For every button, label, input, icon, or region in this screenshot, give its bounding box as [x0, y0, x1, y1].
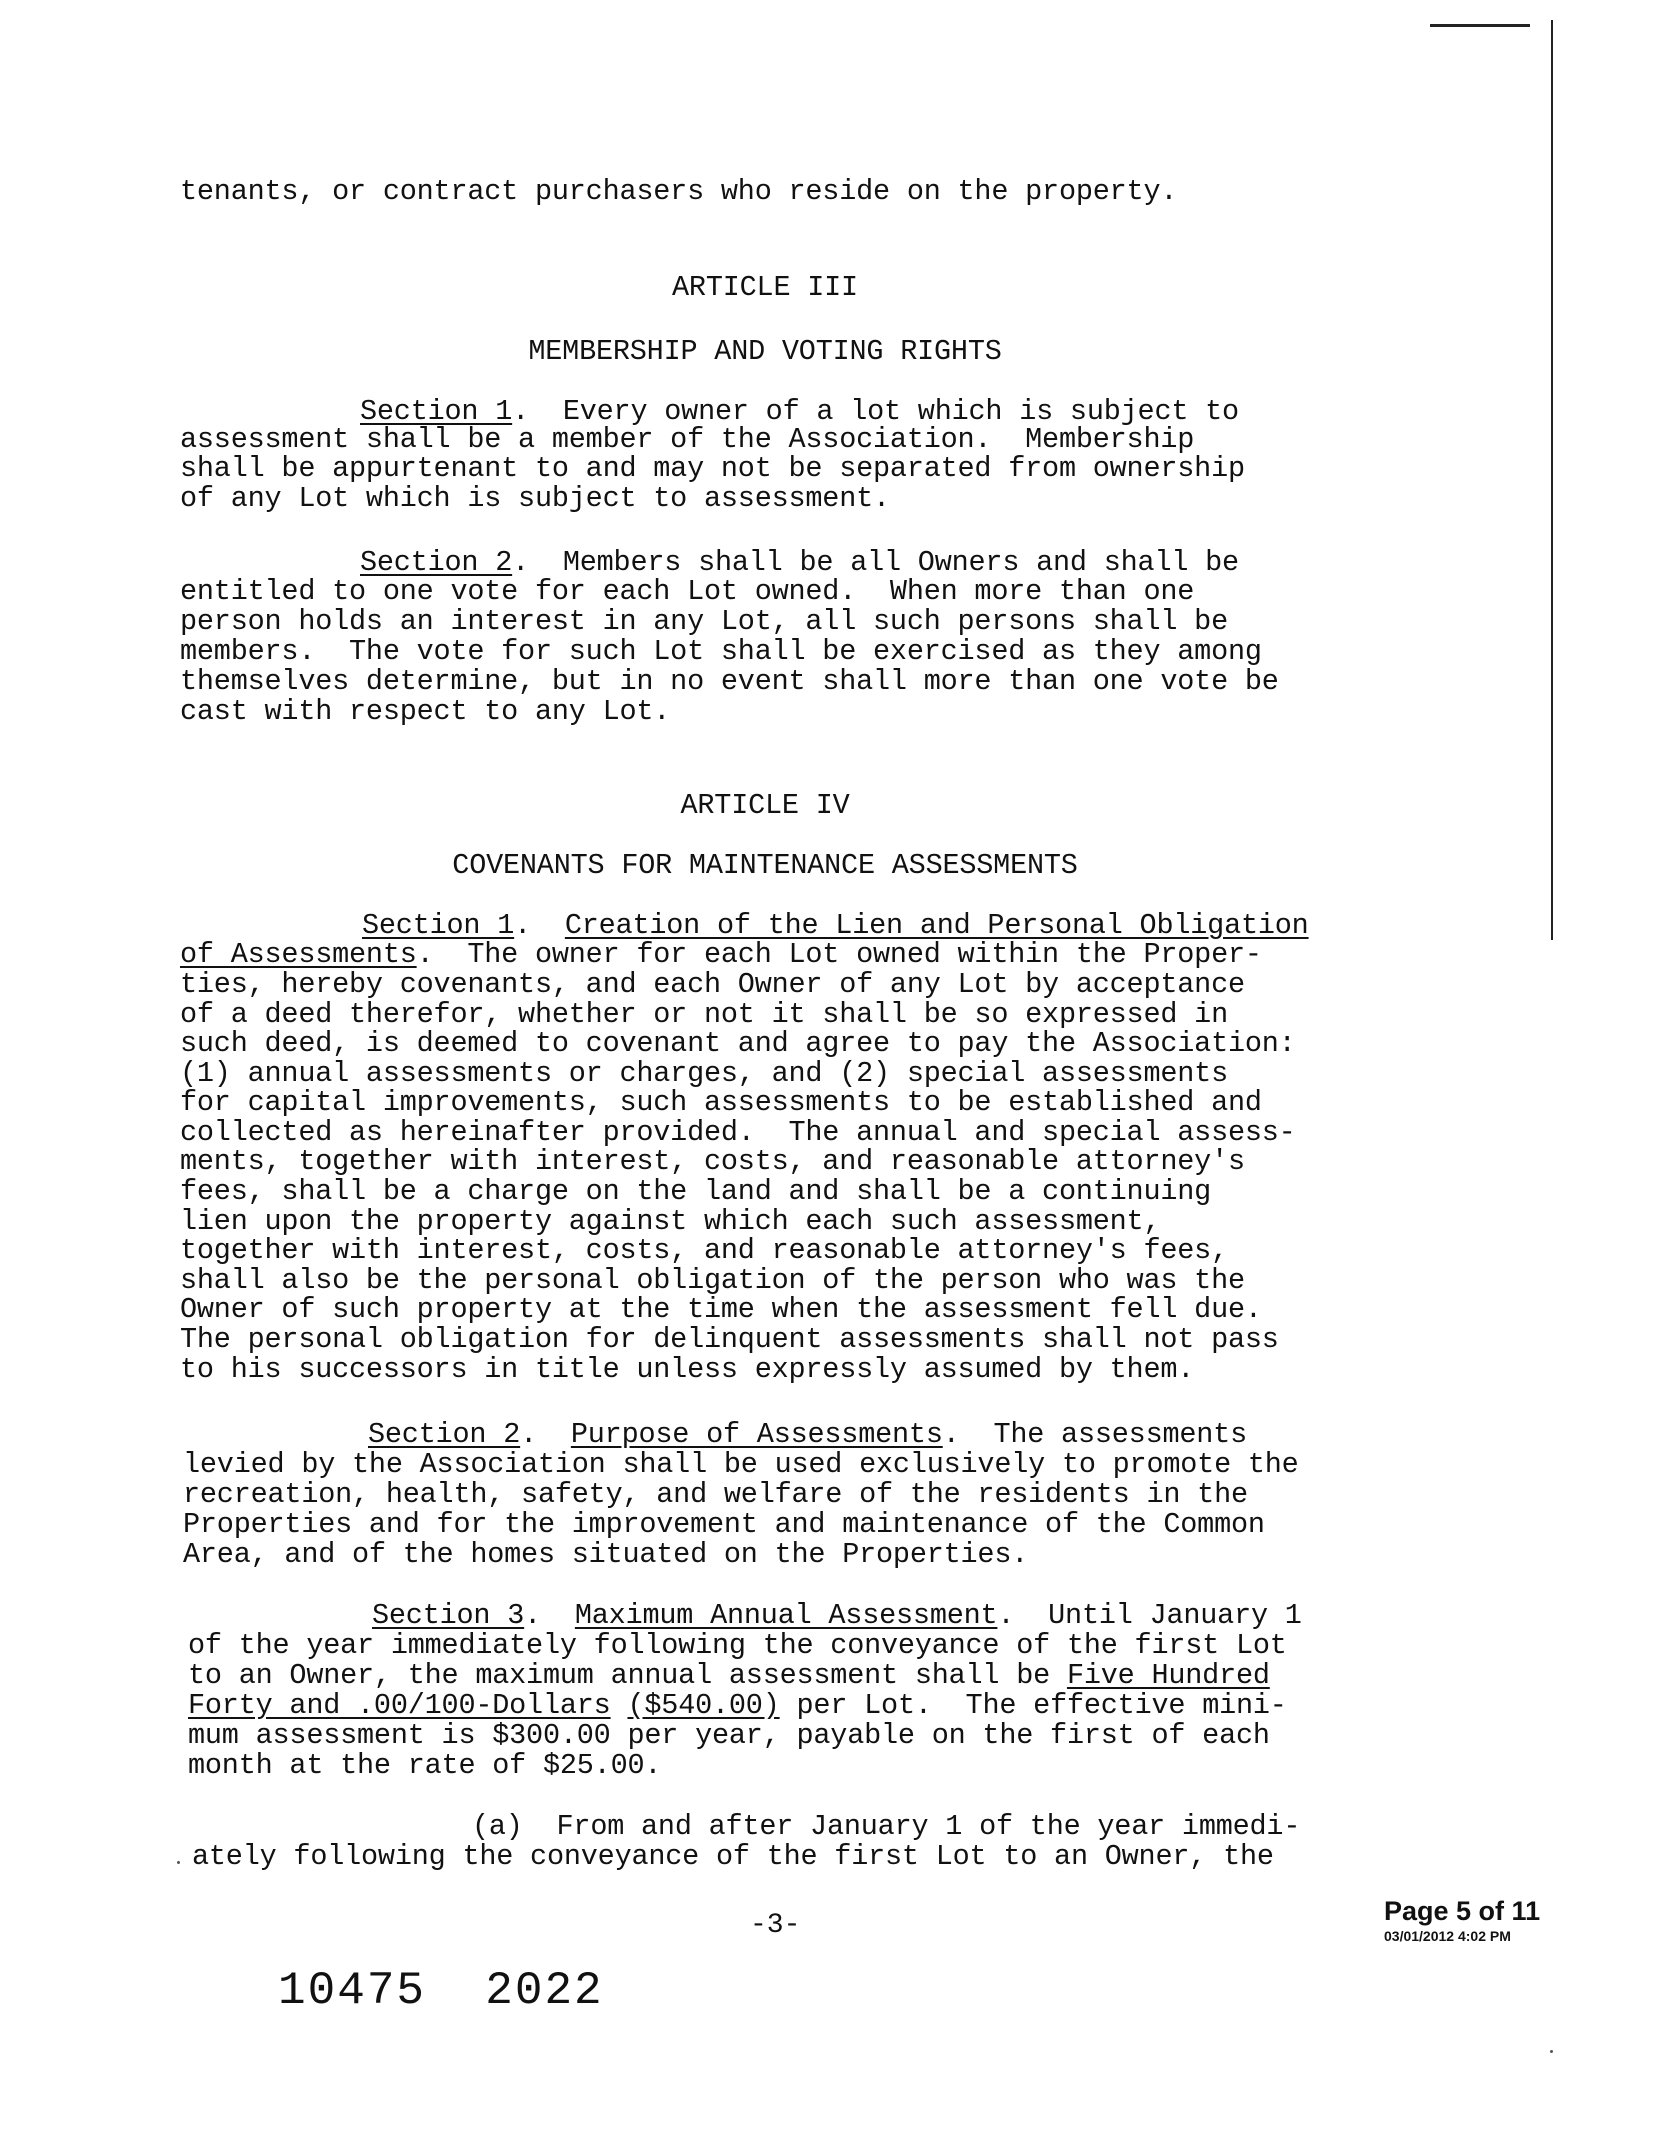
paragraph-line: of Assessments. The owner for each Lot owned within the Proper-	[180, 938, 1262, 971]
article-heading: ARTICLE III	[672, 271, 858, 304]
paragraph-line: shall also be the personal obligation of the person who was the	[180, 1264, 1245, 1297]
paragraph-line: themselves determine, but in no event shall more than one vote be	[180, 665, 1279, 698]
section-label: Section 1	[362, 909, 515, 942]
paragraph-line: ties, hereby covenants, and each Owner of any Lot by acceptance	[180, 968, 1245, 1001]
section-paragraph-line: Section 2. Purpose of Assessments. The assessments	[368, 1418, 1247, 1451]
article-title: MEMBERSHIP AND VOTING RIGHTS	[528, 335, 1002, 368]
paragraph-line: Properties and for the improvement and maintenance of the Common	[183, 1508, 1265, 1541]
section-label: Section 2	[360, 546, 513, 579]
recording-stamp-datetime: 03/01/2012 4:02 PM	[1384, 1928, 1511, 1944]
section-paragraph-line: Section 1. Creation of the Lien and Personal Obligation	[362, 909, 1309, 942]
section-paragraph-line: Section 2. Members shall be all Owners and shall be	[360, 546, 1239, 579]
paragraph-line: for capital improvements, such assessments to be established and	[180, 1086, 1262, 1119]
paragraph-line: cast with respect to any Lot.	[180, 695, 671, 728]
paragraph-line: Area, and of the homes situated on the Properties.	[183, 1538, 1029, 1571]
section-paragraph-line: Section 1. Every owner of a lot which is subject to	[360, 395, 1239, 428]
paragraph-line: mum assessment is $300.00 per year, payable on the first of each	[188, 1719, 1270, 1752]
paragraph-line: together with interest, costs, and reasonable attorney's fees,	[180, 1234, 1228, 1267]
paragraph-line: entitled to one vote for each Lot owned. When more than one	[180, 575, 1195, 608]
paragraph-line: of any Lot which is subject to assessment.	[180, 482, 890, 515]
section-paragraph-line: Section 3. Maximum Annual Assessment. Until January 1	[372, 1599, 1302, 1632]
section-label: Section 2	[368, 1418, 521, 1451]
amount-figure: ($540.00)	[627, 1689, 780, 1722]
paragraph-line: shall be appurtenant to and may not be separated from ownership	[180, 452, 1245, 485]
section-label: Section 1	[360, 395, 513, 428]
paragraph-line: of a deed therefor, whether or not it shall be so expressed in	[180, 998, 1228, 1031]
paragraph-line: collected as hereinafter provided. The annual and special assess-	[180, 1116, 1296, 1149]
paragraph-line: ments, together with interest, costs, and reasonable attorney's	[180, 1145, 1245, 1178]
paragraph-line: lien upon the property against which each such assessment,	[180, 1205, 1161, 1238]
subsection-line: ately following the conveyance of the first Lot to an Owner, the	[192, 1840, 1274, 1873]
paragraph-line: (1) annual assessments or charges, and (2) special assessments	[180, 1057, 1228, 1090]
section-title: Maximum Annual Assessment	[574, 1599, 998, 1632]
paragraph-line: month at the rate of $25.00.	[188, 1749, 662, 1782]
book-page-number: 10475 2022	[278, 1965, 604, 2017]
paragraph-line: of the year immediately following the conveyance of the first Lot	[188, 1629, 1287, 1662]
amount-text: Five Hundred	[1066, 1659, 1270, 1692]
paragraph-line: recreation, health, safety, and welfare of the residents in the	[183, 1478, 1248, 1511]
amount-text: Forty and .00/100-Dollars	[188, 1689, 611, 1722]
scan-speck	[1550, 2050, 1553, 2053]
section-title: of Assessments	[180, 938, 417, 971]
page-number: -3-	[750, 1910, 801, 1941]
paragraph-line: to an Owner, the maximum annual assessment shall be Five Hundred	[188, 1659, 1270, 1692]
paragraph-line: fees, shall be a charge on the land and shall be a continuing	[180, 1175, 1212, 1208]
article-heading: ARTICLE IV	[680, 789, 850, 822]
margin-rule	[1430, 24, 1530, 27]
paragraph-line: Owner of such property at the time when the assessment fell due.	[180, 1293, 1262, 1326]
paragraph-line: Forty and .00/100-Dollars ($540.00) per Lot. The effective mini-	[188, 1689, 1287, 1722]
paragraph-line: members. The vote for such Lot shall be exercised as they among	[180, 635, 1262, 668]
recording-stamp-page: Page 5 of 11	[1384, 1896, 1541, 1926]
paragraph-line: such deed, is deemed to covenant and agree to pay the Association:	[180, 1027, 1296, 1060]
paragraph-line: levied by the Association shall be used exclusively to promote the	[183, 1448, 1299, 1481]
section-title: Purpose of Assessments	[570, 1418, 943, 1451]
article-title: COVENANTS FOR MAINTENANCE ASSESSMENTS	[452, 849, 1078, 882]
opening-line: tenants, or contract purchasers who reside on the property.	[180, 175, 1178, 208]
section-label: Section 3	[372, 1599, 525, 1632]
margin-sideline	[1551, 20, 1553, 940]
section-title: Creation of the Lien and Personal Obligation	[564, 909, 1309, 942]
subsection-line: (a) From and after January 1 of the year immedi-	[472, 1810, 1301, 1843]
scan-speck	[177, 1861, 180, 1864]
paragraph-line: The personal obligation for delinquent assessments shall not pass	[180, 1323, 1279, 1356]
paragraph-line: assessment shall be a member of the Association. Membership	[180, 423, 1195, 456]
paragraph-line: to his successors in title unless expressly assumed by them.	[180, 1353, 1195, 1386]
paragraph-line: person holds an interest in any Lot, all such persons shall be	[180, 605, 1228, 638]
